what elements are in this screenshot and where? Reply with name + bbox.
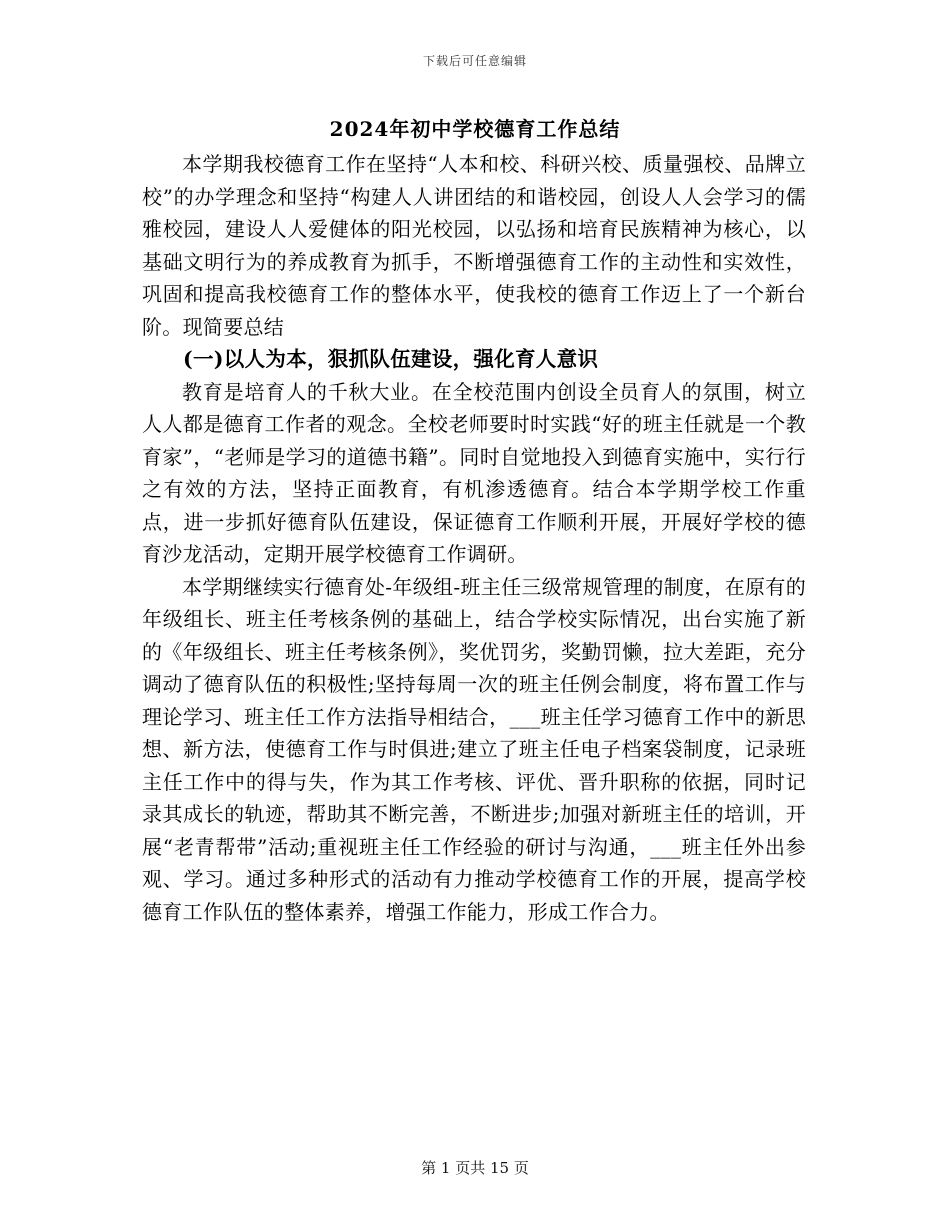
body-paragraph: 本学期继续实行德育处-年级组-班主任三级常规管理的制度，在原有的年级组长、班主任考核条例的基础上，结合学校实际情况，出台实施了新的《年级组长、班主任考核条例》，奖优罚劣，奖勤罚懒，拉大差距，充分调动了德育队伍的积极性;坚持每周一次的班主任例会制度，将布置工作与理论学习、班主任工作方法指导相结合，___班主任学习德育工作中的新思想、新方法，使德育工作与时俱进;建立了班主任电子档案袋制度，记录班主任工作中的得与失，作为其工作考核、评优、晋升职称的依据，同时记录其成长的轨迹，帮助其不断完善，不断进步;加强对新班主任的培训，开展“老青帮带”活动;重视班主任工作经验的研讨与沟通，___班主任外出参观、学习。通过多种形式的活动有力推动学校德育工作的开展，提高学校德育工作队伍的整体素养，增强工作能力，形成工作合力。 [142,574,806,924]
page-footer: 第 1 页共 15 页 [421,1159,529,1177]
body-paragraph: 教育是培育人的千秋大业。在全校范围内创设全员育人的氛围，树立人人都是德育工作者的观念。全校老师要时时实践“好的班主任就是一个教育家”，“老师是学习的道德书籍”。同时自觉地投入到德育实施中，实行行之有效的方法，坚持正面教育，有机渗透德育。结合本学期学校工作重点，进一步抓好德育队伍建设，保证德育工作顺利开展，开展好学校的德育沙龙活动，定期开展学校德育工作调研。 [142,379,806,566]
section-heading: (一)以人为本，狠抓队伍建设，强化育人意识 [183,347,599,371]
header-note: 下载后可任意编辑 [422,54,527,68]
intro-paragraph: 本学期我校德育工作在坚持“人本和校、科研兴校、质量强校、品牌立校”的办学理念和坚持“构建人人讲团结的和谐校园，创设人人会学习的儒雅校园，建设人人爱健体的阳光校园，以弘扬和培育民族精神为核心，以基础文明行为的养成教育为抓手，不断增强德育工作的主动性和实效性，巩固和提高我校德育工作的整体水平，使我校的德育工作迈上了一个新台阶。现简要总结 [142,152,806,339]
document-title: 2024年初中学校德育工作总结 [329,117,621,141]
document-body [142,148,806,928]
